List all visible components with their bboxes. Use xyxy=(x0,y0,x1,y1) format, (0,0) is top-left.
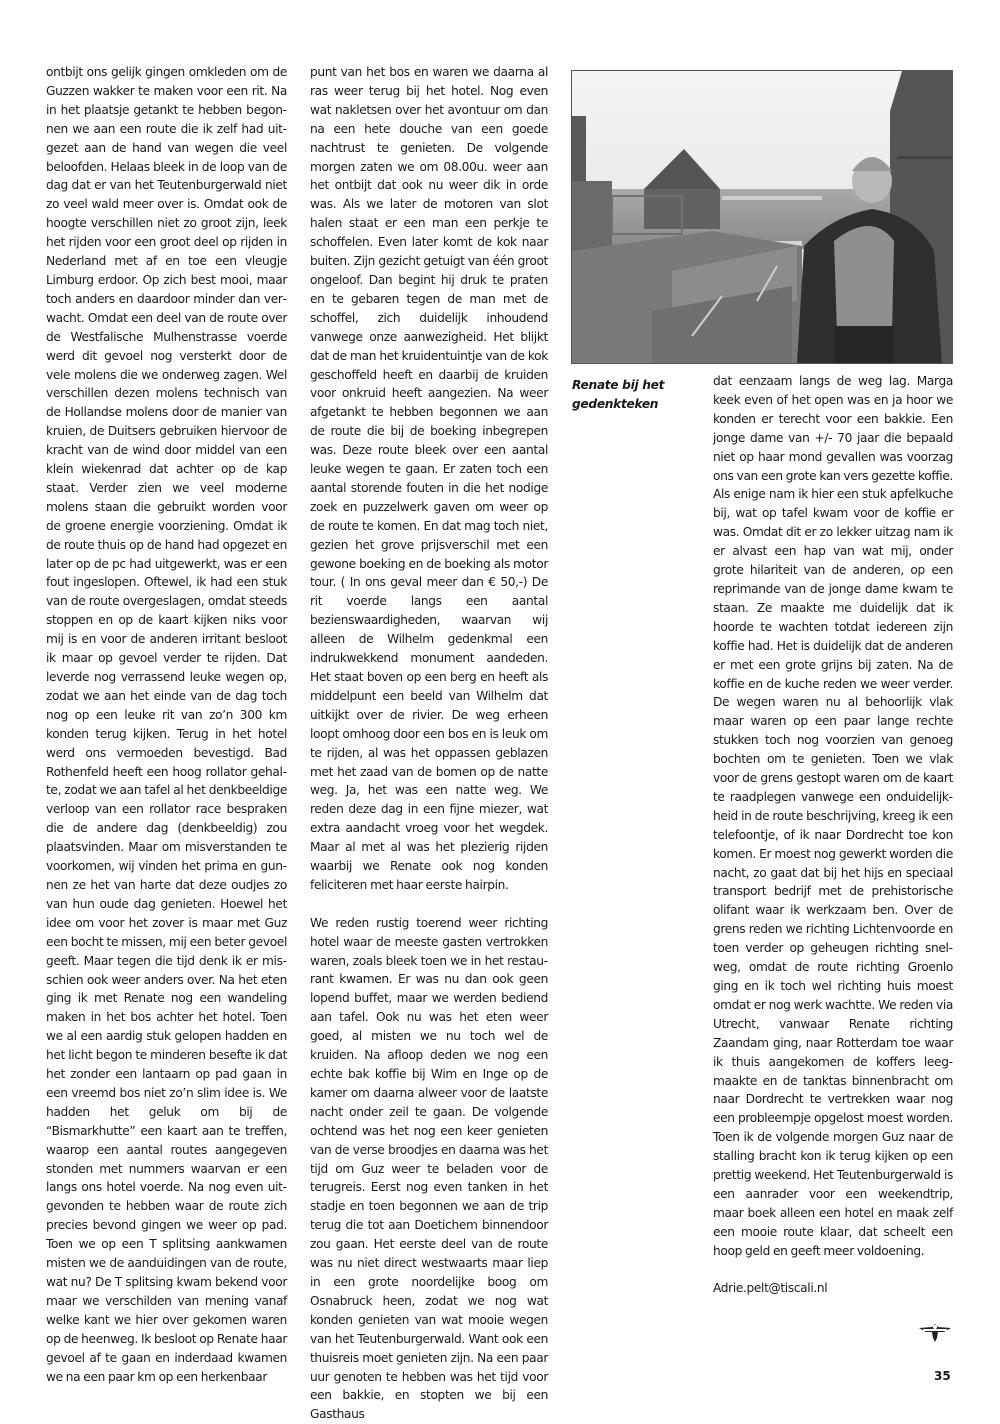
paragraph: punt van het bos en waren we daarna al ras weer terug bij het hotel. Nog even wat nakletsen over het avontuur om dan na een hete douche van een goede nachtrust te genieten. De volgende morgen zaten we om 08.00u. weer aan het ontbijt dat ook nu weer dik in orde was. Als we later de motoren van slot halen staat er een man een perkje te schoffelen. Even later komt de kok naar buiten. Zijn gezicht getuigt van één groot ongeloof. Dan begint hij druk te praten en te gebaren tegen de man met de schoffel, zich duidelijk inhoudend vanwege onze aanwezigheid. Het blijkt dat de man het kruidentuintje van de kok geschoffeld heeft en daarbij de kruiden voor onkruid heeft aangezien. Na weer afgetankt te hebben begonnen we aan de route die bij de boeking inbegrepen was. Deze route bleek over een aantal leuke wegen te gaan. Er zaten toch een aantal storende fouten in die het nodige zoek en puzzelwerk gaven om weer op de route te komen. En dat mag toch niet, gezien het grove prijsverschil met een gewone boeking en de boeking als motor tour. ( In ons geval meer dan € 50,-) De rit voerde langs een aantal bezienswaardigheden, waarvan wij alleen de Wilhelm gedenkmal een indrukwekkend monument aandeden. Het staat boven op een berg en heeft als middelpunt een beeld van Wilhelm dat uitkijkt over de rivier. De weg erheen loopt omhoog door een bos en is leuk om te rijden, al was het oppassen geblazen met het zaad van de bomen op de natte weg. Ja, het was een natte weg. We reden deze dag in een fijne miezer, wat extra aandacht vroeg voor het wegdek. Maar al met al was het plezierig rijden waarbij we Renate ook nog konden feliciteren met haar eerste hairpin. xyxy=(310,65,548,892)
photo-renate-monument xyxy=(571,70,953,364)
article-column-2 xyxy=(310,63,548,1424)
article-column-1 xyxy=(46,63,287,1386)
article-column-3 xyxy=(713,372,953,1298)
paragraph: We reden rustig toerend weer richting hotel waar de meeste gasten vertrokken waren, zoals bleek toen we in het restaurant kwamen. Er was nu dan ook geen lopend buffet, maar we werden bediend aan tafel. Ook nu was het eten weer goed, al misten we nu toch wel de kruiden. Na afloop deden we nog een echte bak koffie bij Wim en Inge op de kamer om daarna alweer voor de laatste nacht onder zeil te gaan. De volgende ochtend was het nog een keer genieten van de verse broodjes en daarna was het tijd om Guz weer te beladen voor de terugreis. Eerst nog even tanken in het stadje en toen begonnen we aan de trip terug die tot aan Doetichem binnendoor zou gaan. Het eerste deel van de route was nu niet direct westwaarts maar liep in een grote noordelijke boog om Osnabruck heen, zodat we nog wat konden genieten van wat mooie wegen van het Teutenburgerwald. Want ook een thuisreis moet genieten zijn. Na een paar uur genoten te hebben was het tijd voor een bakkie, en stopten we bij een Gasthaus xyxy=(310,915,548,1422)
author-email: Adrie.pelt@tiscali.nl xyxy=(713,1281,828,1296)
eagle-emblem-icon xyxy=(918,1322,952,1344)
page-number: 35 xyxy=(934,1369,951,1383)
photo-caption: Renate bij het gedenkteken xyxy=(572,378,665,411)
paragraph: ontbijt ons gelijk gingen omkleden om de Guzzen wakker te maken voor een rit. Na in het plaatsje getankt te hebben begonnen we aan een route die ik zelf had uitgezet aan de hand van wegen die veel beloofden. Helaas bleek in de loop van de dag dat er van het Teutenburgerwald niet zo veel wald meer over is. Omdat ook de hoogte verschillen niet zo groot zijn, leek het rijden voor een groot deel op rijden in Nederland met af en toe een vleugje Limburg erdoor. Op zich best mooi, maar toch anders en daardoor minder dan verwacht. Omdat een deel van de route over de Westfalische Mulhenstrasse voerde werd dit gevoel nog versterkt door de vele molens die we onderweg zagen. Wel verschillen dezen molens technisch van de Hollandse molens door de manier van kruien, de Duitsers gebruiken hiervoor de kracht van de wind door middel van een klein wiekenrad dat achter op de kap staat. Verder zien we veel moderne molens staan die gebruikt worden voor de groene energie voorziening. Omdat ik de route thuis op de hand had opgezet en later op de pc had uitgewerkt, was er een fout ingeslopen. Oftewel, ik had een stuk van de route overgeslagen, omdat steeds stoppen en op de kaart kijken niks voor mij is en voor de anderen irritant besloot ik maar op gevoel verder te rijden. Dat leverde nog verrassend leuke wegen op, zodat we aan het einde van de dag toch nog op een leuke rit van zo’n 300 km konden terug kijken. Terug in het hotel werd ons vermoeden bevestigd. Bad Rothenfeld heeft een hoog rollator gehalte, zodat we aan tafel al het denkbeeldige verloop van een rollator race bespraken die de andere dag (denkbeeldig) zou plaatsvinden. Maar om misverstanden te voorkomen, wij vinden het prima en gunnen ze het van harte dat deze oudjes zo van hun oude dag genieten. Hoewel het idee om voor het zover is maar met Guz een bocht te missen, mij een beter gevoel geeft. Maar tegen die tijd denk ik er misschien ook weer anders over. Na het eten ging ik met Renate nog een wandeling maken in het bos achter het hotel. Toen we al een aardig stuk gelopen hadden en het licht begon te minderen besefte ik dat het zonder een lantaarn op pad gaan in een vreemd bos niet zo’n slim idee is. We hadden het geluk om bij de “Bismarkhutte” een kaart aan te treffen, waarop een aantal routes aangegeven stonden met nummers waarvan er een langs ons hotel voerde. Na nog even uitgevonden te hebben waar de route zich precies bevond gingen we weer op pad. Toen we op een T splitsing aankwamen misten we de aanduidingen van de route, wat nu? De T splitsing kwam bekend voor maar we verschilden van mening vanaf welke kant we hier over gekomen waren op de heenweg. Ik besloot op Renate haar gevoel af te gaan en inderdaad kwamen we na een paar km op een herkenbaar xyxy=(46,65,287,1384)
paragraph: dat eenzaam langs de weg lag. Marga keek even of het open was en ja hoor we konden er terecht voor een bakkie. Een jonge dame van +/- 70 jaar die bepaald niet op haar mond gevallen was voorzag ons van een grote kan vers gezette koffie. Als enige nam ik hier een stuk apfelkuche bij, wat op tafel kwam voor de koffie er was. Omdat dit er zo lekker uitzag nam ik er alvast een hap van wat mij, onder grote hilariteit van de anderen, op een reprimande van de jonge dame kwam te staan. Ze maakte me duidelijk dat ik hoorde te wachten totdat iedereen zijn koffie had. Het is duidelijk dat de anderen er met een grote grijns bij zaten. Na de koffie en de kuche reden we weer verder. De wegen waren nu al behoorlijk vlak maar waren op een paar lange rechte stukken toch nog voorzien van genoeg bochten om te genieten. Toen we vlak voor de grens gestopt waren om de kaart te raadplegen vanwege een onduidelijkheid in de route beschrijving, kreeg ik een telefoontje, of ik naar Dordrecht toe kon komen. Er moest nog gewerkt worden die nacht, zo gaat dat bij het hijs en speciaal transport bedrijf met de prehistorische olifant waar ik werkzaam ben. Over de grens reden we richting Lichtenvoorde en toen verder op geheugen richting snelweg, omdat de route richting Groenlo ging en ik toch wel richting huis moest omdat er nog werk wachtte. We reden via Utrecht, vanwaar Renate richting Zaandam ging, naar Rotterdam toe waar ik thuis aangekomen de koffers leegmaakte en de tanktas binnenbracht om naar Dordrecht te vertrekken waar nog een probleempje opgelost moest worden. Toen ik de volgende morgen Guz naar de stalling bracht kon ik terug kijken op een prettig weekend. Het Teutenburgerwald is een aanrader voor een weekendtrip, maar boek alleen een hotel en maak zelf een mooie route klaar, dat scheelt een hoop geld en geeft meer voldoening. xyxy=(713,374,953,1258)
